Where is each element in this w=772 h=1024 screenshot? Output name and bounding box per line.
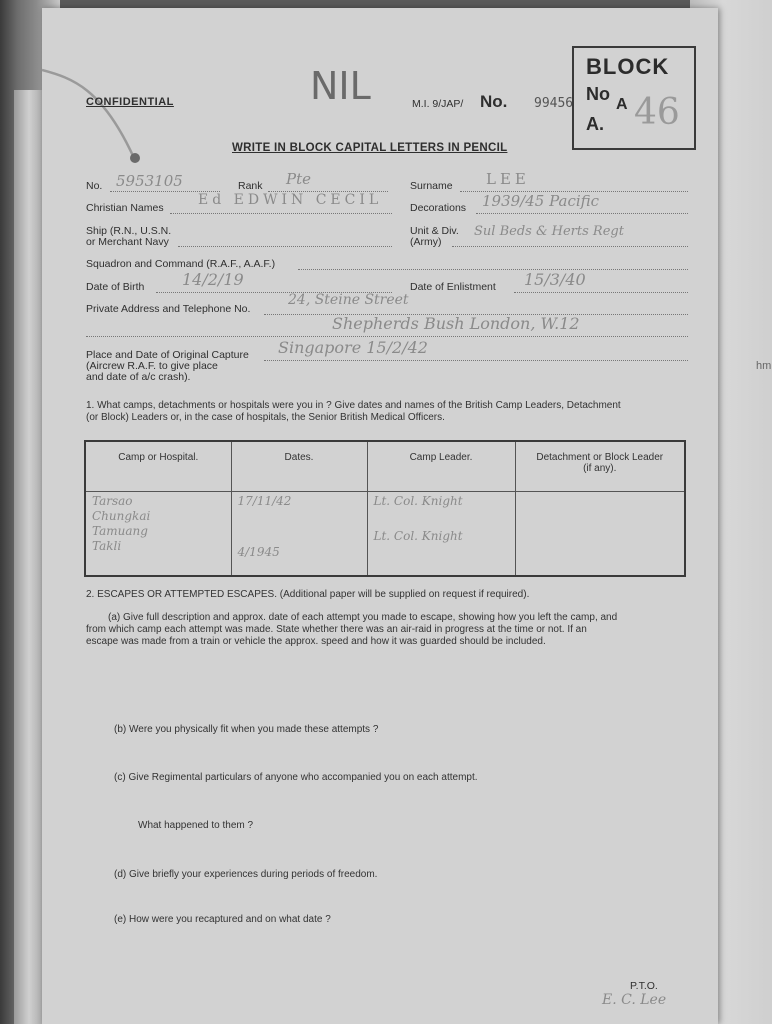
question-2a-line-2: from which camp each attempt was made. State whether there was an air-raid in progress at the time or not. If an (86, 624, 587, 635)
address-label: Private Address and Telephone No. (86, 303, 251, 315)
question-2a-line-3: escape was made from a train or vehicle the approx. speed and how it was guarded should be included. (86, 636, 546, 647)
dob-value: 14/2/19 (182, 270, 244, 289)
question-2c: (c) Give Regimental particulars of anyone who accompanied you on each attempt. (114, 772, 478, 783)
question-1-line-2: (or Block) Leaders or, in the case of hospitals, the Senior British Medical Officers. (86, 412, 445, 423)
service-number-value: 5953105 (116, 172, 183, 190)
form-number-label: No. (480, 92, 508, 111)
capture-label-3: and date of a/c crash). (86, 371, 191, 383)
rank-label: Rank (238, 180, 263, 192)
question-2d: (d) Give briefly your experiences during periods of freedom. (114, 869, 378, 880)
mi-reference: M.I. 9/JAP/ (412, 98, 464, 110)
signature: E. C. Lee (602, 992, 667, 1008)
pto-label: P.T.O. (630, 980, 658, 992)
date-entry: 4/1945 (237, 545, 280, 559)
question-2e: (e) How were you recaptured and on what date ? (114, 914, 331, 925)
form-sheet (42, 8, 718, 1024)
christian-names-label: Christian Names (86, 202, 164, 214)
ship-label-2: or Merchant Navy (86, 236, 169, 248)
unit-label: Unit & Div. (410, 225, 459, 237)
unit-label-2: (Army) (410, 236, 442, 248)
squadron-label: Squadron and Command (R.A.F., A.A.F.) (86, 258, 276, 270)
block-stamp-no: No (586, 84, 610, 104)
leader-header: Camp Leader. (367, 441, 515, 492)
camp-entry: Chungkai (92, 509, 151, 523)
address-line-1: 24, Steine Street (288, 292, 409, 308)
date-entry (238, 524, 361, 539)
leader-entry (374, 509, 509, 524)
question-2-heading: 2. ESCAPES OR ATTEMPTED ESCAPES. (Additional paper will be supplied on request if required). (86, 589, 530, 600)
rank-value: Pte (286, 170, 311, 188)
ship-label: Ship (R.N., U.S.N. (86, 225, 172, 237)
leader-entry: Lt. Col. Knight (373, 529, 463, 543)
camp-table (84, 440, 686, 577)
christian-names-value: Ed EDWIN CECIL (198, 192, 383, 208)
question-1-line-1: 1. What camps, detachments or hospitals were you in ? Give dates and names of the British Camp Leaders, Detachment (86, 400, 621, 411)
binder-strip (14, 90, 44, 1024)
camp-entry: Tamuang (92, 524, 148, 538)
nil-mark: NIL (310, 64, 371, 108)
detachment-header: Detachment or Block Leader (if any). (515, 441, 685, 492)
surname-value: LEE (486, 170, 530, 188)
form-number: 99456 (534, 96, 574, 111)
question-2c-follow: What happened to them ? (138, 820, 254, 831)
question-2a-line-1: (a) Give full description and approx. date of each attempt you made to escape, showing how you left the camp, and (108, 612, 618, 623)
decorations-label: Decorations (410, 202, 467, 214)
block-stamp-letter-2: A. (586, 114, 604, 134)
dates-header: Dates. (231, 441, 367, 492)
block-stamp (572, 46, 696, 150)
instruction-title: WRITE IN BLOCK CAPITAL LETTERS IN PENCIL (232, 142, 508, 154)
capture-label-2: (Aircrew R.A.F. to give place (86, 360, 218, 372)
camp-entry: Takli (92, 539, 122, 553)
dob-label: Date of Birth (86, 281, 145, 293)
service-number-label: No. (86, 180, 103, 192)
surname-label: Surname (410, 180, 453, 192)
leader-entry: Lt. Col. Knight (373, 494, 463, 508)
capture-label: Place and Date of Original Capture (86, 349, 249, 361)
block-stamp-title: BLOCK (586, 54, 670, 79)
underlying-text-a: hm (756, 360, 772, 372)
string-tie-icon (42, 8, 162, 178)
question-2b: (b) Were you physically fit when you made these attempts ? (114, 724, 379, 735)
decorations-value: 1939/45 Pacific (482, 192, 600, 210)
date-entry: 17/11/42 (237, 494, 292, 508)
block-stamp-letter: A (616, 96, 628, 113)
enlistment-value: 15/3/40 (524, 270, 586, 289)
enlistment-label: Date of Enlistment (410, 281, 496, 293)
unit-value: Sul Beds & Herts Regt (474, 224, 624, 239)
camp-header: Camp or Hospital. (85, 441, 231, 492)
detachment-cell (515, 492, 685, 577)
confidential-label: CONFIDENTIAL (86, 96, 174, 108)
camp-entry: Tarsao (92, 494, 133, 508)
capture-value: Singapore 15/2/42 (278, 338, 428, 357)
address-line-2: Shepherds Bush London, W.12 (332, 314, 580, 333)
block-stamp-number: 46 (634, 92, 680, 133)
date-entry (238, 509, 361, 524)
